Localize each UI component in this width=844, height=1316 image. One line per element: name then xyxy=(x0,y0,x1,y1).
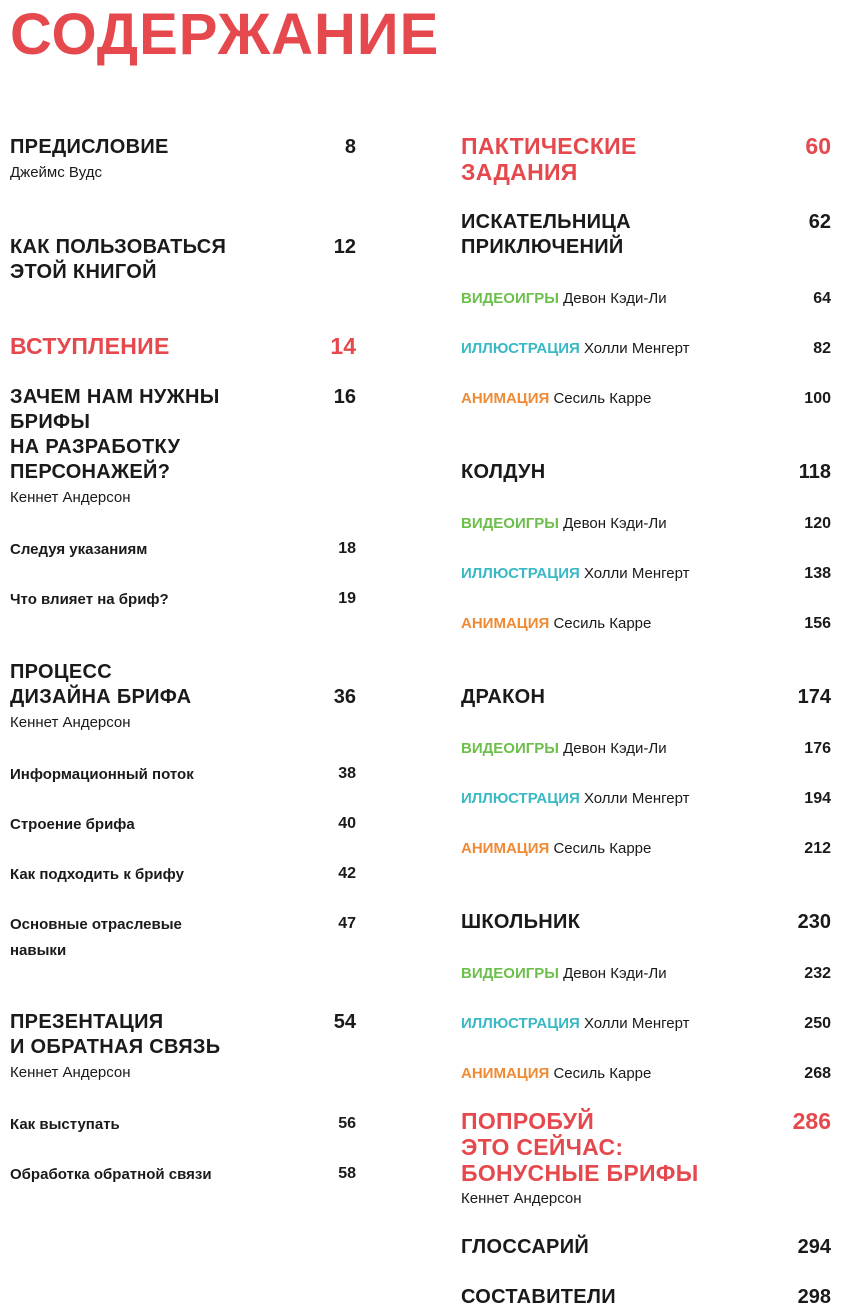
toc-subentry[interactable] xyxy=(10,762,356,788)
toc-subentry[interactable] xyxy=(10,912,356,964)
category-tag: ВИДЕОИГРЫ xyxy=(461,515,559,532)
category-page: 138 xyxy=(804,565,831,582)
entry-title: КАК ПОЛЬЗОВАТЬСЯ ЭТОЙ КНИГОЙ xyxy=(10,236,227,283)
category-page: 120 xyxy=(804,515,831,532)
toc-entry-glossary[interactable] xyxy=(461,1235,831,1260)
toc-entry-intro[interactable] xyxy=(10,333,356,359)
entry-title: ПРЕЗЕНТАЦИЯ И ОБРАТНАЯ СВЯЗЬ xyxy=(10,1011,221,1058)
category-page: 156 xyxy=(804,615,831,632)
toc-entry-foreword[interactable] xyxy=(10,135,356,184)
toc-category-row[interactable] xyxy=(461,962,831,986)
category-page: 232 xyxy=(804,965,831,982)
subentry-label: Информационный поток xyxy=(10,766,194,783)
category-tag: ВИДЕОИГРЫ xyxy=(461,965,559,982)
category-page: 82 xyxy=(813,340,831,357)
category-author: Холли Менгерт xyxy=(583,340,690,357)
category-author: Девон Кэди-Ли xyxy=(563,515,667,532)
toc-category-row[interactable] xyxy=(461,512,831,536)
entry-title: ИСКАТЕЛЬНИЦА ПРИКЛЮЧЕНИЙ xyxy=(461,211,631,258)
entry-page: 298 xyxy=(797,1286,831,1308)
entry-author: Кеннет Андерсон xyxy=(10,489,131,506)
subentry-page: 38 xyxy=(338,765,356,782)
category-page: 100 xyxy=(804,390,831,407)
category-tag: ИЛЛЮСТРАЦИЯ xyxy=(461,565,580,582)
toc-subentry[interactable] xyxy=(10,862,356,888)
toc-entry-howto[interactable] xyxy=(10,235,356,285)
category-page: 212 xyxy=(804,840,831,857)
toc-category-row[interactable] xyxy=(461,612,831,636)
entry-title: ПАКТИЧЕСКИЕ ЗАДАНИЯ xyxy=(461,133,637,185)
toc-category-row[interactable] xyxy=(461,562,831,586)
subentry-page: 40 xyxy=(338,815,356,832)
entry-page: 294 xyxy=(797,1236,831,1258)
category-tag: ИЛЛЮСТРАЦИЯ xyxy=(461,790,580,807)
category-author: Девон Кэди-Ли xyxy=(563,290,667,307)
category-author: Сесиль Карре xyxy=(553,390,652,407)
toc-entry-presentation[interactable] xyxy=(10,1010,356,1084)
entry-author: Кеннет Андерсон xyxy=(10,714,131,731)
entry-title: ШКОЛЬНИК xyxy=(461,911,581,933)
subentry-label: Как подходить к брифу xyxy=(10,866,184,883)
entry-title: ВСТУПЛЕНИЕ xyxy=(10,333,170,359)
entry-page: 16 xyxy=(333,386,356,408)
page-title: СОДЕРЖАНИЕ xyxy=(10,2,440,67)
toc-subentry[interactable] xyxy=(10,1112,356,1138)
subentry-label: Основные отраслевые навыки xyxy=(10,916,182,959)
toc-entry-section[interactable] xyxy=(461,685,831,710)
toc-subentry[interactable] xyxy=(10,812,356,838)
category-tag: ИЛЛЮСТРАЦИЯ xyxy=(461,1015,580,1032)
toc-category-row[interactable] xyxy=(461,337,831,361)
entry-author: Кеннет Андерсон xyxy=(10,1064,131,1081)
entry-page: 174 xyxy=(797,686,831,708)
entry-title: ПРОЦЕСС ДИЗАЙНА БРИФА xyxy=(10,661,192,708)
toc-entry-bonus[interactable] xyxy=(461,1108,831,1210)
toc-entry-why[interactable] xyxy=(10,385,356,509)
subentry-label: Строение брифа xyxy=(10,816,135,833)
category-tag: АНИМАЦИЯ xyxy=(461,615,550,632)
subentry-label: Обработка обратной связи xyxy=(10,1166,212,1183)
toc-category-row[interactable] xyxy=(461,787,831,811)
entry-page: 12 xyxy=(333,236,356,258)
entry-title: КОЛДУН xyxy=(461,461,546,483)
toc-entry-section[interactable] xyxy=(461,460,831,485)
toc-entry-process[interactable] xyxy=(10,660,356,734)
category-author: Сесиль Карре xyxy=(553,615,652,632)
entry-page: 8 xyxy=(344,136,356,158)
entry-title: ПРЕДИСЛОВИЕ xyxy=(10,136,169,158)
subentry-label: Что влияет на бриф? xyxy=(10,591,169,608)
entry-author: Джеймс Вудс xyxy=(10,164,102,181)
category-tag: АНИМАЦИЯ xyxy=(461,1065,550,1082)
entry-page: 60 xyxy=(805,133,831,159)
category-tag: АНИМАЦИЯ xyxy=(461,840,550,857)
entry-page: 286 xyxy=(792,1108,831,1134)
toc-entry-practice[interactable] xyxy=(461,133,831,185)
subentry-label: Как выступать xyxy=(10,1116,120,1133)
subentry-page: 42 xyxy=(338,865,356,882)
category-tag: ВИДЕОИГРЫ xyxy=(461,290,559,307)
toc-category-row[interactable] xyxy=(461,1062,831,1086)
category-author: Девон Кэди-Ли xyxy=(563,740,667,757)
category-author: Холли Менгерт xyxy=(583,1015,690,1032)
category-author: Девон Кэди-Ли xyxy=(563,965,667,982)
entry-title: ДРАКОН xyxy=(461,686,546,708)
entry-title: ПОПРОБУЙ ЭТО СЕЙЧАС: БОНУСНЫЕ БРИФЫ xyxy=(461,1108,699,1186)
toc-subentry[interactable] xyxy=(10,537,356,563)
category-page: 268 xyxy=(804,1065,831,1082)
subentry-page: 47 xyxy=(338,915,356,932)
category-author: Холли Менгерт xyxy=(583,565,690,582)
subentry-page: 18 xyxy=(338,540,356,557)
subentry-label: Следуя указаниям xyxy=(10,541,148,558)
category-page: 176 xyxy=(804,740,831,757)
category-page: 64 xyxy=(813,290,831,307)
category-author: Сесиль Карре xyxy=(553,1065,652,1082)
category-tag: АНИМАЦИЯ xyxy=(461,390,550,407)
subentry-page: 58 xyxy=(338,1165,356,1182)
toc-category-row[interactable] xyxy=(461,387,831,411)
entry-author: Кеннет Андерсон xyxy=(461,1190,582,1207)
toc-subentry[interactable] xyxy=(10,587,356,613)
category-author: Холли Менгерт xyxy=(583,790,690,807)
toc-entry-section[interactable] xyxy=(461,210,831,260)
toc-category-row[interactable] xyxy=(461,287,831,311)
toc-category-row[interactable] xyxy=(461,737,831,761)
category-tag: ИЛЛЮСТРАЦИЯ xyxy=(461,340,580,357)
entry-title: ЗАЧЕМ НАМ НУЖНЫ БРИФЫ НА РАЗРАБОТКУ ПЕРСОНАЖЕЙ? xyxy=(10,386,220,483)
toc-subentry[interactable] xyxy=(10,1162,356,1188)
toc-category-row[interactable] xyxy=(461,837,831,861)
category-page: 194 xyxy=(804,790,831,807)
toc-entry-section[interactable] xyxy=(461,910,831,935)
category-page: 250 xyxy=(804,1015,831,1032)
subentry-page: 19 xyxy=(338,590,356,607)
category-author: Сесиль Карре xyxy=(553,840,652,857)
entry-page: 14 xyxy=(330,333,356,359)
toc-entry-contributors[interactable] xyxy=(461,1285,831,1310)
subentry-page: 56 xyxy=(338,1115,356,1132)
entry-title: СОСТАВИТЕЛИ xyxy=(461,1286,616,1308)
toc-category-row[interactable] xyxy=(461,1012,831,1036)
category-tag: ВИДЕОИГРЫ xyxy=(461,740,559,757)
entry-page: 54 xyxy=(333,1011,356,1033)
entry-page: 36 xyxy=(333,686,356,708)
entry-page: 62 xyxy=(808,211,831,233)
entry-page: 230 xyxy=(797,911,831,933)
entry-title: ГЛОССАРИЙ xyxy=(461,1236,590,1258)
entry-page: 118 xyxy=(798,461,831,483)
